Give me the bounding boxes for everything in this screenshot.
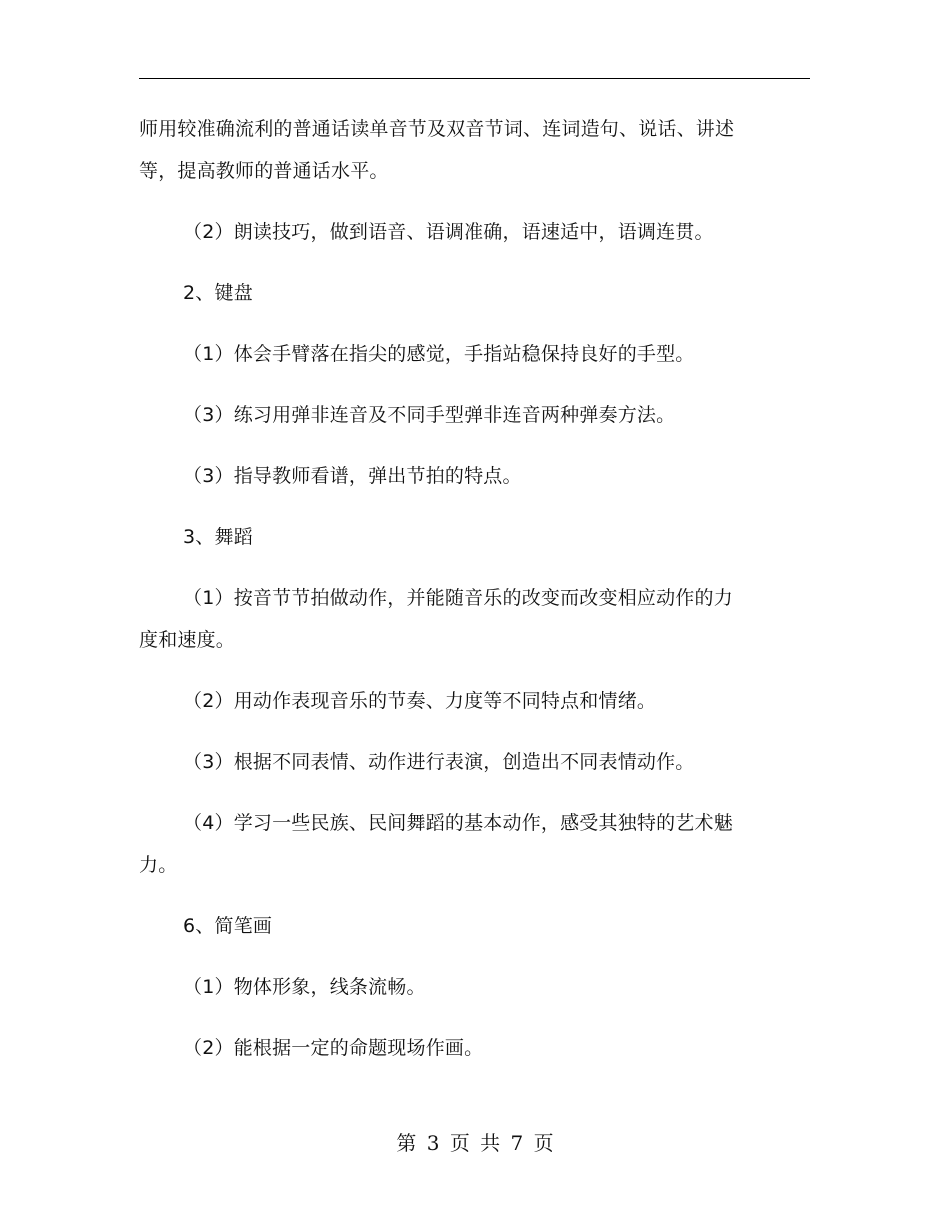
- body-line: （1）体会手臂落在指尖的感觉，手指站稳保持良好的手型。: [183, 343, 695, 365]
- header-rule: [139, 78, 810, 79]
- body-line: （2）朗读技巧，做到语音、语调准确，语速适中，语调连贯。: [183, 221, 714, 243]
- body-line: （2）用动作表现音乐的节奏、力度等不同特点和情绪。: [183, 690, 657, 712]
- body-line: 度和速度。: [139, 629, 236, 651]
- body-line: （1）按音节节拍做动作，并能随音乐的改变而改变相应动作的力: [183, 587, 733, 609]
- body-line: 师用较准确流利的普通话读单音节及双音节词、连词造句、说话、讲述: [139, 118, 735, 140]
- section-heading-dance: 3、舞蹈: [183, 526, 253, 548]
- body-line: （1）物体形象，线条流畅。: [183, 976, 426, 998]
- body-line: 力。: [139, 854, 178, 876]
- body-line: （2）能根据一定的命题现场作画。: [183, 1037, 484, 1059]
- section-heading-keyboard: 2、键盘: [183, 282, 253, 304]
- body-line: （4）学习一些民族、民间舞蹈的基本动作，感受其独特的艺术魅: [183, 812, 733, 834]
- body-line: （3）根据不同表情、动作进行表演，创造出不同表情动作。: [183, 751, 695, 773]
- body-line: 等，提高教师的普通话水平。: [139, 160, 389, 182]
- page-number-footer: 第 3 页 共 7 页: [396, 1131, 554, 1155]
- body-line: （3）指导教师看谱，弹出节拍的特点。: [183, 465, 522, 487]
- body-line: （3）练习用弹非连音及不同手型弹非连音两种弹奏方法。: [183, 404, 676, 426]
- section-heading-sketch: 6、简笔画: [183, 915, 273, 937]
